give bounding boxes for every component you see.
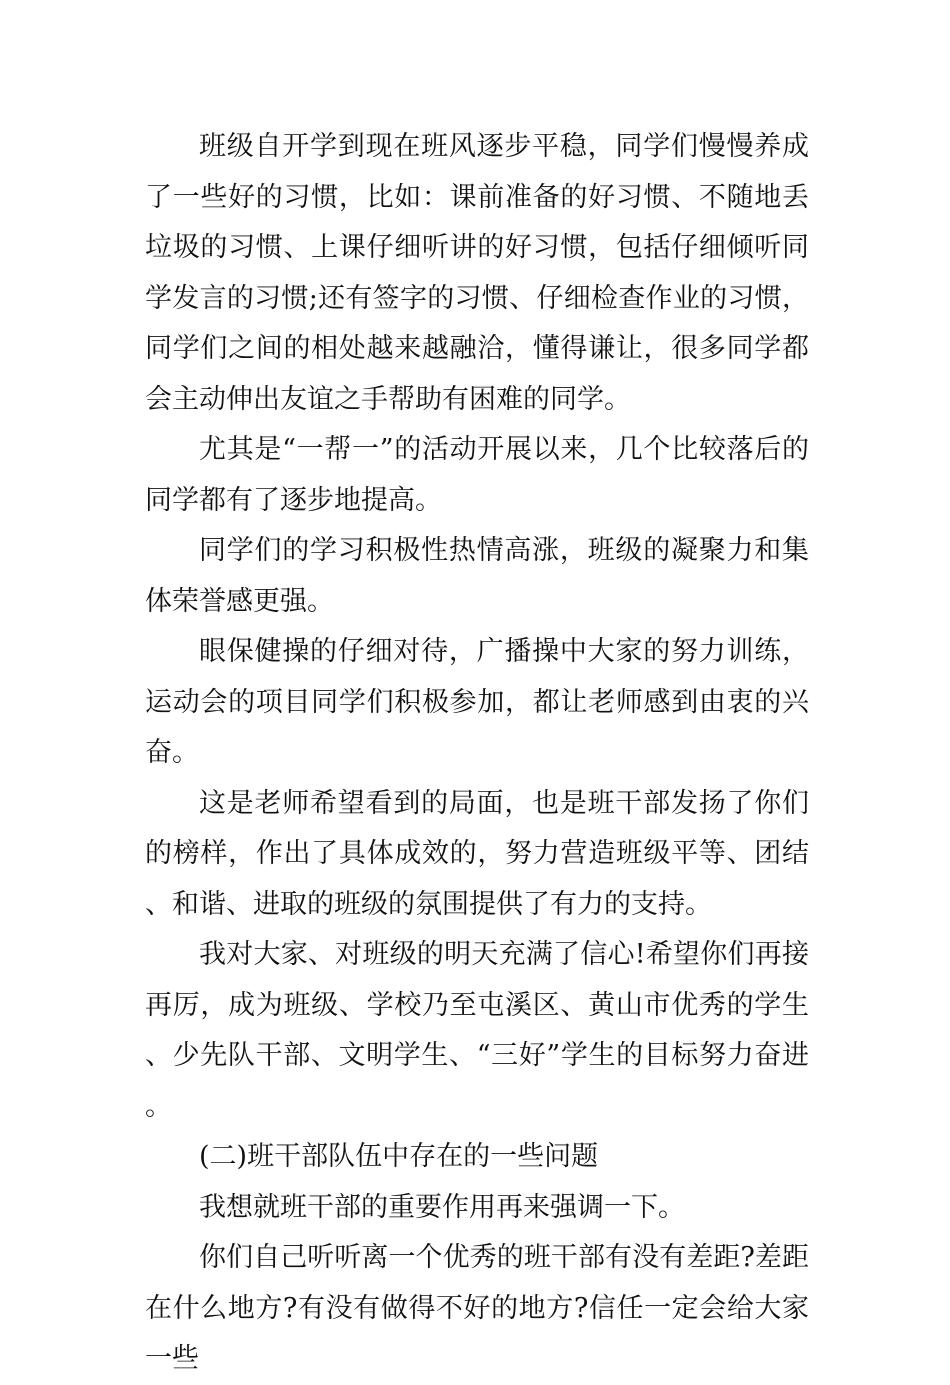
document-body xyxy=(145,122,809,1385)
paragraph-exercises: 眼保健操的仔细对待，广播操中大家的努力训练，运动会的项目同学们积极参加，都让老师感到由衷的兴奋。 xyxy=(145,636,809,768)
section-heading-problems: (二)班干部队伍中存在的一些问题 xyxy=(199,1141,599,1172)
paragraph-one-help-one: 尤其是“一帮一”的活动开展以来，几个比较落后的同学都有了逐步地提高。 xyxy=(145,434,809,516)
paragraph-enthusiasm: 同学们的学习积极性热情高涨，班级的凝聚力和集体荣誉感更强。 xyxy=(145,535,809,617)
paragraph-class-progress: 班级自开学到现在班风逐步平稳，同学们慢慢养成了一些好的习惯，比如：课前准备的好习惯、不随地丢垃圾的习惯、上课仔细听讲的好习惯，包括仔细倾听同学发言的习惯;还有签字的习惯、仔细检查作业的习惯，同学们之间的相处越来越融洽，懂得谦让，很多同学都会主动伸出友谊之手帮助有困难的同学。 xyxy=(145,131,809,415)
paragraph-role-model: 这是老师希望看到的局面，也是班干部发扬了你们的榜样，作出了具体成效的，努力营造班级平等、团结、和谐、进取的班级的氛围提供了有力的支持。 xyxy=(145,787,809,920)
paragraph-confidence: 我对大家、对班级的明天充满了信心!希望你们再接再厉，成为班级、学校乃至屯溪区、黄山市优秀的学生、少先队干部、文明学生、“三好”学生的目标努力奋进。 xyxy=(145,939,809,1122)
paragraph-emphasis: 我想就班干部的重要作用再来强调一下。 xyxy=(199,1191,685,1223)
paragraph-questions: 你们自己听听离一个优秀的班干部有没有差距?差距在什么地方?有没有做得不好的地方?信任一定会给大家一些 xyxy=(145,1242,809,1374)
